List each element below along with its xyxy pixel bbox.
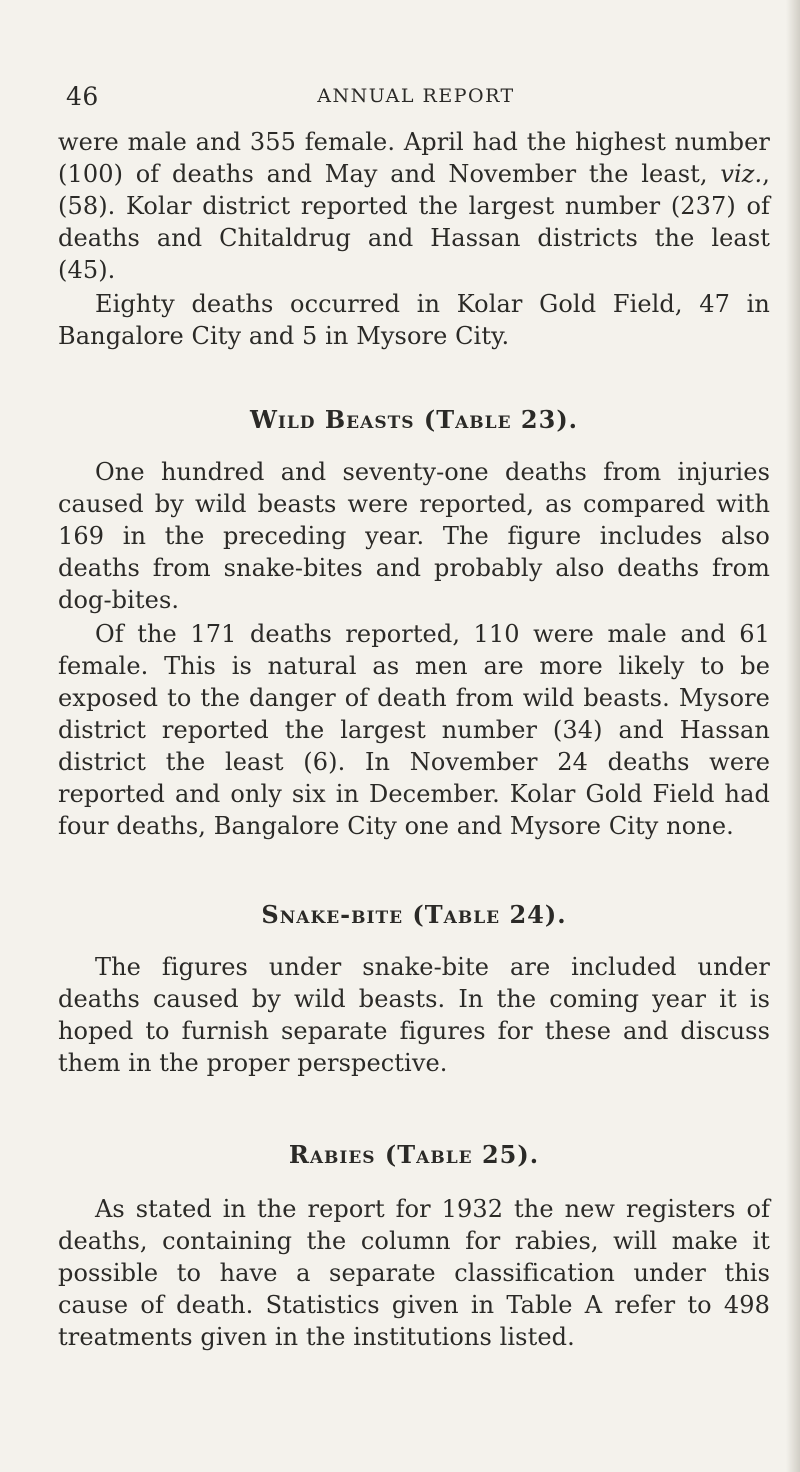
page-body bbox=[58, 126, 770, 1353]
page-number: 46 bbox=[66, 82, 99, 111]
wild-beasts-paragraph-1: One hundred and seventy-one deaths from injuries caused by wild beasts were reported, as compared with 169 in the preceding year. The figure includes also deaths from snake-bites and probably also deaths from dog-bites. bbox=[58, 458, 770, 614]
section-heading-rabies: Rabies (Table 25). bbox=[288, 1140, 540, 1169]
intro-paragraph-1 bbox=[58, 126, 770, 286]
section-heading-snake-bite: Snake-bite (Table 24). bbox=[261, 900, 567, 929]
page-header bbox=[66, 82, 766, 118]
intro-paragraph-2: Eighty deaths occurred in Kolar Gold Field, 47 in Bangalore City and 5 in Mysore City. bbox=[58, 290, 770, 350]
section-heading-wild-beasts: Wild Beasts (Table 23). bbox=[249, 405, 579, 434]
running-title: ANNUAL REPORT bbox=[317, 85, 515, 107]
rabies-paragraph-1: As stated in the report for 1932 the new registers of deaths, containing the column for rabies, will make it possible to have a separate classification under this cause of death. Statistics given in Table A refer to 498 treatments given in the institutions listed. bbox=[58, 1195, 770, 1351]
snake-bite-paragraph-1: The figures under snake-bite are included under deaths caused by wild beasts. In the coming year it is hoped to furnish separate figures for these and discuss them in the proper perspective. bbox=[58, 953, 770, 1077]
viz-abbreviation: viz. bbox=[720, 160, 763, 188]
intro-text-b: , (58). Kolar district reported the largest number (237) of deaths and Chitaldrug and Hassan districts the least (45). bbox=[58, 160, 770, 284]
wild-beasts-paragraph-2: Of the 171 deaths reported, 110 were male and 61 female. This is natural as men are more likely to be exposed to the danger of death from wild beasts. Mysore district reported the largest number (34) and Hassan district the least (6). In November 24 deaths were reported and only six in December. Kolar Gold Field had four deaths, Bangalore City one and Mysore City none. bbox=[58, 620, 770, 840]
intro-text-a: were male and 355 female. April had the highest number (100) of deaths and May and November the least, bbox=[58, 128, 770, 188]
page-edge-shadow bbox=[786, 0, 800, 1472]
